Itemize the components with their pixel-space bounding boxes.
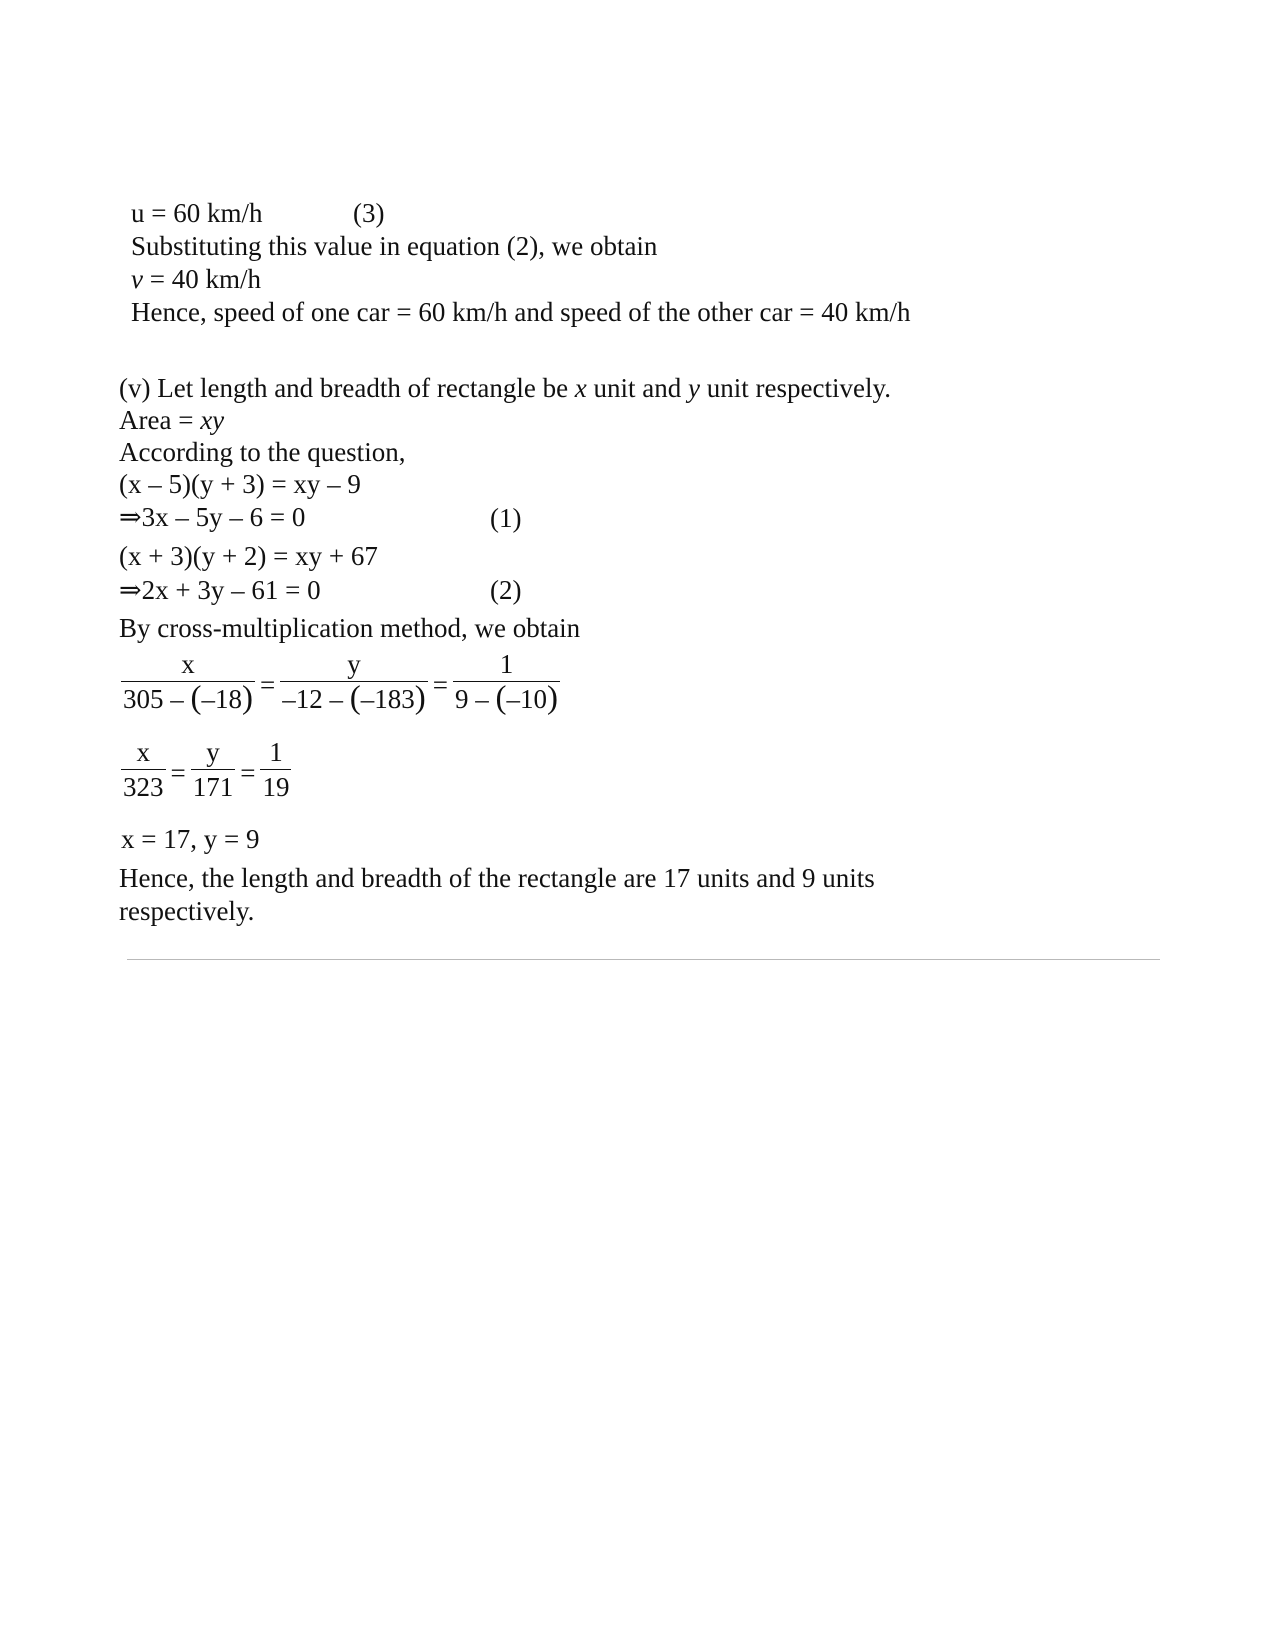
solution-line: x = 17, y = 9 (121, 824, 260, 854)
fraction-y (280, 647, 428, 716)
cross-multiplication-fractions (121, 647, 560, 716)
area-line (119, 404, 224, 436)
equation-1: ⇒3x – 5y – 6 = 0 (119, 502, 306, 532)
equation-number-2: (2) (490, 575, 522, 605)
v-value: = 40 km/h (142, 264, 261, 294)
equation-2: ⇒2x + 3y – 61 = 0 (119, 575, 321, 605)
equals-sign: = (240, 757, 256, 788)
fraction-one-denominator: 9 – (–10) (454, 680, 558, 716)
cross-multiplication-line: By cross-multiplication method, we obtain (119, 613, 581, 643)
fraction-x (121, 647, 255, 716)
v-variable: v (131, 264, 143, 294)
horizontal-divider (127, 959, 1160, 960)
intro-text-b: unit and (586, 373, 689, 403)
speed-conclusion: Hence, speed of one car = 60 km/h and speed of the other car = 40 km/h (131, 297, 911, 327)
equals-sign: = (170, 757, 186, 788)
fraction-x-simplified (121, 735, 166, 804)
conclusion-line-2: respectively. (119, 896, 255, 926)
equals-sign: = (432, 669, 448, 700)
v-equation (131, 263, 261, 295)
fraction-x-denominator: 305 – (–18) (123, 680, 253, 716)
fraction-x-denominator: 323 (121, 769, 166, 804)
u-equation: u = 60 km/h (131, 198, 263, 228)
intro-text-a: (v) Let length and breadth of rectangle be (119, 373, 575, 403)
fraction-y-numerator: y (347, 649, 361, 679)
fraction-one-denominator: 19 (260, 769, 291, 804)
fraction-one (453, 647, 560, 716)
intro-y-var: y (688, 373, 701, 403)
equation-1-expand: (x – 5)(y + 3) = xy – 9 (119, 469, 361, 499)
substituting-line: Substituting this value in equation (2), we obtain (131, 231, 658, 261)
fraction-y-numerator: y (206, 737, 220, 767)
equation-2-expand: (x + 3)(y + 2) = xy + 67 (119, 541, 378, 571)
fraction-x-numerator: x (181, 649, 195, 679)
equation-number-1: (1) (490, 503, 522, 533)
fraction-one-simplified (260, 735, 291, 804)
fraction-one-numerator: 1 (499, 649, 514, 679)
fraction-y-simplified (191, 735, 236, 804)
simplified-fractions (121, 735, 291, 804)
area-label: Area = (119, 405, 201, 435)
conclusion-line-1: Hence, the length and breadth of the rectangle are 17 units and 9 units (119, 863, 875, 893)
equation-number-3: (3) (353, 198, 385, 228)
equals-sign: = (260, 669, 276, 700)
fraction-y-denominator: –12 – (–183) (282, 680, 426, 716)
part-v-intro (119, 372, 891, 404)
intro-text-c: unit respectively. (700, 373, 891, 403)
area-variable: xy (200, 405, 225, 435)
intro-x-var: x (574, 373, 587, 403)
fraction-x-numerator: x (136, 737, 150, 767)
fraction-one-numerator: 1 (269, 737, 283, 767)
according-line: According to the question, (119, 437, 406, 467)
fraction-y-denominator: 171 (191, 769, 236, 804)
